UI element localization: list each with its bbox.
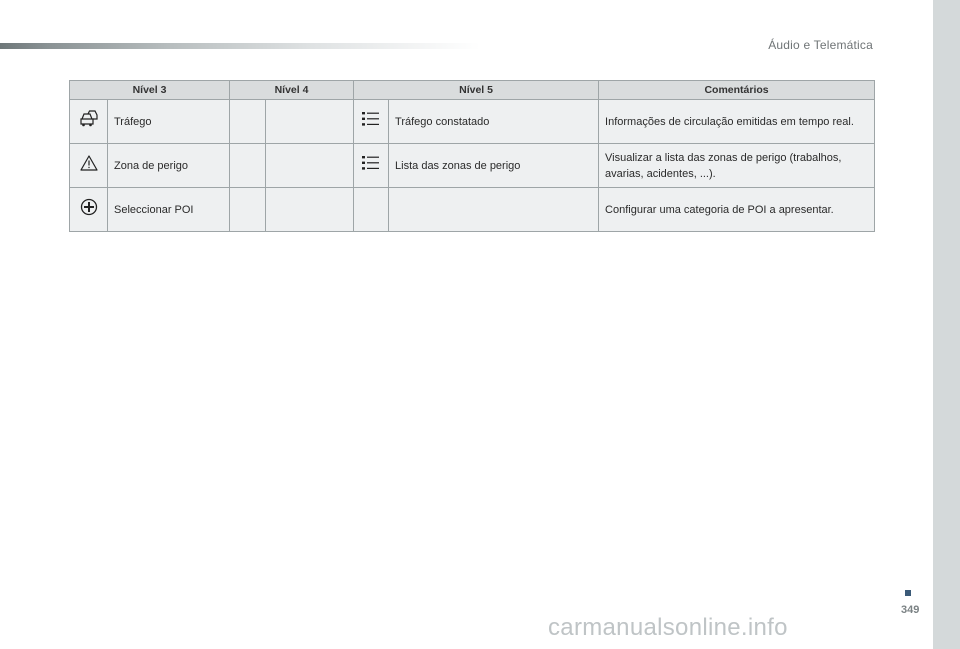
poi-plus-icon [80, 198, 98, 221]
page-number: 349 [901, 604, 920, 616]
table-row [70, 188, 875, 232]
table-row [70, 144, 875, 188]
level4-label [266, 100, 354, 144]
level4-icon-cell [230, 188, 266, 232]
level5-label: Tráfego constatado [389, 100, 599, 144]
warning-triangle-icon [80, 155, 98, 176]
header-level-3: Nível 3 [70, 81, 230, 100]
level5-label [389, 188, 599, 232]
level3-label: Tráfego [108, 100, 230, 144]
level5-icon-cell [354, 188, 389, 232]
level3-label: Zona de perigo [108, 144, 230, 188]
table-row [70, 100, 875, 144]
header-level-5: Nível 5 [354, 81, 599, 100]
header-level-4: Nível 4 [230, 81, 354, 100]
comment-cell: Configurar uma categoria de POI a apresentar. [599, 188, 875, 232]
level4-icon-cell [230, 144, 266, 188]
comment-cell: Visualizar a lista das zonas de perigo (trabalhos, avarias, acidentes, ...). [599, 144, 875, 188]
level3-icon-cell [70, 188, 108, 232]
comment-cell: Informações de circulação emitidas em tempo real. [599, 100, 875, 144]
level3-label: Seleccionar POI [108, 188, 230, 232]
page-marker [905, 590, 911, 596]
level3-icon-cell [70, 144, 108, 188]
level3-icon-cell [70, 100, 108, 144]
level5-icon-cell [354, 100, 389, 144]
list-icon [362, 111, 380, 132]
level4-label [266, 188, 354, 232]
side-strip [933, 0, 960, 649]
level4-icon-cell [230, 100, 266, 144]
table-header-row [70, 81, 875, 100]
header-comments: Comentários [599, 81, 875, 100]
section-title: Áudio e Telemática [768, 38, 873, 52]
header-gradient-bar [0, 43, 480, 49]
level5-icon-cell [354, 144, 389, 188]
list-icon [362, 155, 380, 176]
level4-label [266, 144, 354, 188]
menu-table [69, 80, 875, 232]
watermark: carmanualsonline.info [548, 614, 788, 641]
traffic-cars-icon [79, 110, 99, 133]
level5-label: Lista das zonas de perigo [389, 144, 599, 188]
